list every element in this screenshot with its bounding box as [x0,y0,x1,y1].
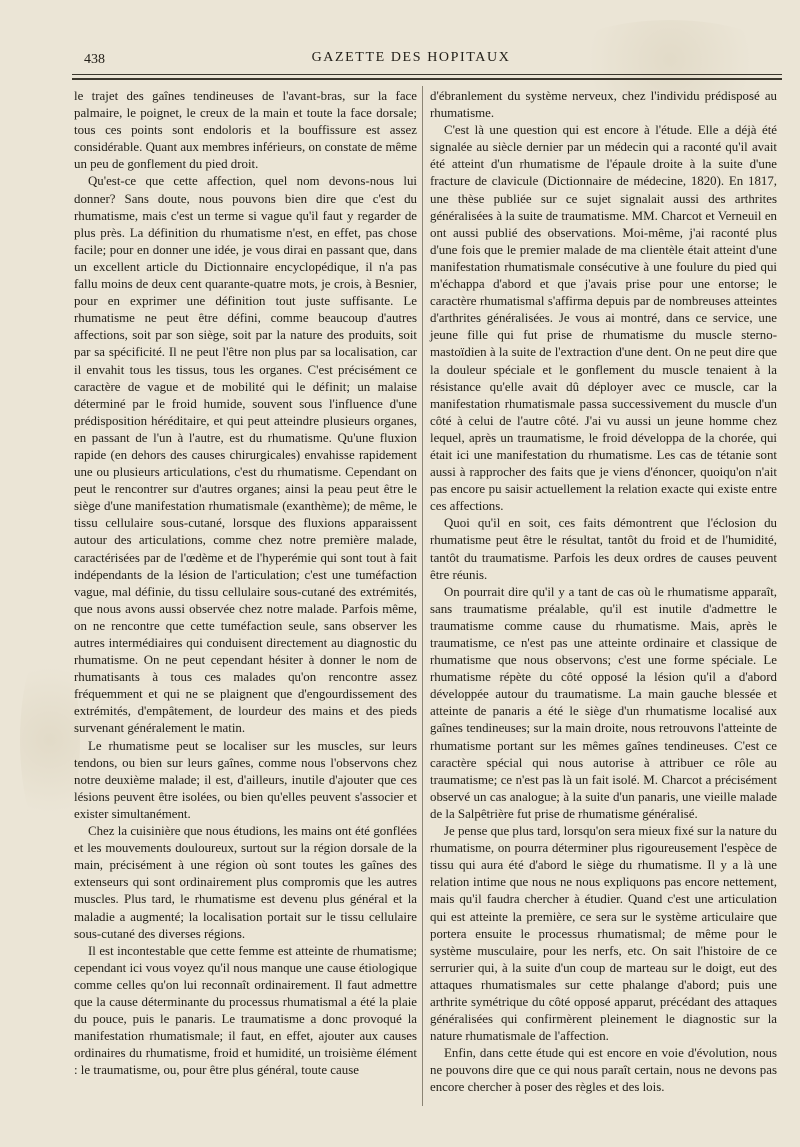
page-number: 438 [84,52,105,67]
paragraph: Le rhumatisme peut se localiser sur les muscles, sur leurs tendons, ou bien sur leurs gaînes, comme nous l'observons chez notre deuxième malade; il est, d'ailleurs, inutile d'ajouter que ces lésions peuvent être isolées, ou bien qu'elles peuvent s'associer et exister simultanément. [74,738,417,821]
paragraph: Enfin, dans cette étude qui est encore en voie d'évolution, nous ne pouvons dire que ce qui nous paraît certain, nous ne devons pas encore chercher à poser des règles et des lois. [430,1046,777,1095]
header-rule-thick [72,78,782,80]
running-head [40,48,782,72]
left-column [74,88,417,1079]
paragraph: On pourrait dire qu'il y a tant de cas où le rhumatisme apparaît, sans traumatisme préalable, qu'il est inutile d'admettre le traumatisme comme cause du rhumatisme. Mais, après le traumatisme, ce n'est pas une atteinte ordinaire et classique de rhumatisme que nous observons; c'est une forme spéciale. Le rhumatisme répète du côté opposé la lésion qu'il a d'abord développée autour du traumatisme. La main gauche blessée et atteinte de panaris a été le siège d'un rhumatisme localisé aux gaînes tendineuses; sur la main droite, nous retrouvons l'atteinte de rhumatisme portant sur les mêmes gaînes tendineuses. C'est ce caractère spécial qui nous autorise à attribuer ce rôle au traumatisme; ce n'est pas là un fait isolé. M. Charcot a précisément observé un cas analogue; à la suite d'un panaris, une vieille malade de la Salpêtrière fut prise de rhumatisme généralisé. [430,584,777,821]
paragraph: d'ébranlement du système nerveux, chez l'individu prédisposé au rhumatisme. [430,89,777,121]
right-column [430,88,777,1097]
paragraph: le trajet des gaînes tendineuses de l'avant-bras, sur la face palmaire, le poignet, le creux de la main et toute la face dorsale; tous ces points sont endoloris et la bouffissure est assez considérable. Quant aux membres inférieurs, on constate de même un peu de gonflement du pied droit. [74,89,417,172]
paper-stain [20,640,80,840]
header-rule [72,74,782,75]
paragraph: Il est incontestable que cette femme est atteinte de rhumatisme; cependant ici vous voyez qu'il nous manque une cause étiologique comme celles qu'on lui reconnaît ordinairement. Il faut admettre que la cause déterminante du processus rhumatismal a été la plaie du pouce, puis le panaris. Le traumatisme a donc provoqué la manifestation rhumatismale; il faut, en effet, ajouter aux causes ordinaires du rhumatisme, froid et humidité, un troisième élément : le traumatisme, ou, pour être plus général, toute cause [74,943,417,1078]
paragraph: Qu'est-ce que cette affection, quel nom devons-nous lui donner? Sans doute, nous pouvons bien dire que c'est du rhumatisme, mais c'est un terme si vague qu'il faut y regarder de plus près. La définition du rhumatisme n'est, en effet, pas chose facile; pour en donner une idée, je vous dirai en passant que, dans un excellent article du Dictionnaire encyclopédique, il n'a pas fallu moins de deux cent quarante-quatre mots, je crois, à Besnier, pour en exprimer une définition tout juste suffisante. Le rhumatisme ne peut être défini, comme beaucoup d'autres affections, soit par son siège, soit par la nature des produits, soit par sa spécificité. Il ne peut l'être non plus par sa localisation, car il envahit tous les tissus, tous les organes. C'est précisément ce caractère de vague et de mobilité qui le définit; un malaise déterminé par le froid humide, souvent sous l'influence d'une prédisposition héréditaire, et qui peut atteindre plusieurs organes, en passant de l'un à l'autre, est du rhumatisme. Qu'une fluxion rapide (en dehors des causes chirurgicales) envahisse rapidement une ou plusieurs articulations, c'est du rhumatisme. Cependant on peut le rencontrer sur d'autres organes; ainsi la peau peut être le siège d'une manifestation rhumatismale (exanthème); de même, le tissu cellulaire sous-cutané, lorsque des fluxions apparaissent autour des articulations, comme chez notre première malade, caractérisées par de l'œdème et de l'hyperémie qui sont tout à fait indépendants de la lésion de l'articulation; c'est une tuméfaction vague, mal définie, du tissu cellulaire sous-cutané des extrémités, que nous avons aussi observée chez notre malade. Parfois même, on ne rencontre que cette tuméfaction seule, sans observer les autres intermédiaires qui conduisent directement au diagnostic du rhumatisme. On ne peut cependant hésiter à donner le nom de rhumatisants à tous ces malades qu'on rencontre assez fréquemment et qui ne se plaignent que d'engourdissement des extrémités, d'empâtement, de lourdeur des mains et des pieds survenant généralement le matin. [74,174,417,736]
journal-title: GAZETTE DES HOPITAUX [311,50,511,65]
paragraph: Chez la cuisinière que nous étudions, les mains ont été gonflées et les mouvements douloureux, surtout sur la région dorsale de la main, précisément à une région où sont toutes les gaînes des extenseurs qui sont ordinairement plus compromis que les autres muscles. Plus tard, le rhumatisme est devenu plus général et la maladie a augmenté; la localisation portait sur le tissu cellulaire sous-cutané des diverses régions. [74,824,417,941]
paragraph: Je pense que plus tard, lorsqu'on sera mieux fixé sur la nature du rhumatisme, on pourra déterminer plus rigoureusement l'espèce de tissu qui aura été d'abord le siège du rhumatisme. Il y a là une relation intime que nous ne nous expliquons pas encore nettement, mais qu'il faudra chercher à étudier. Quand c'est une articulation qui est atteinte la première, ce sera sur le système articulaire que portera ensuite le processus rhumatismal; de même pour le système musculaire, pour les nerfs, etc. On sait l'histoire de ce serrurier qui, à la suite d'un coup de marteau sur le doigt, eut des attaques rhumatismales sur cette phalange d'abord; puis une arthrite symétrique du côté opposé apparut, précédant des attaques généralisées qui confirmèrent pleinement le diagnostic sur la nature rhumatismale de l'affection. [430,824,777,1044]
paragraph: C'est là une question qui est encore à l'étude. Elle a déjà été signalée au siècle dernier par un médecin qui a raconté qu'il avait été atteint d'un rhumatisme de l'épaule droite à la suite d'une fracture de clavicule (Dictionnaire de médecine, 1820). En 1817, une thèse publiée sur ce sujet signalait aussi des arthrites généralisées à la suite de traumatisme. MM. Charcot et Verneuil en ont aussi publié des observations. Moi-même, j'ai raconté plus d'une fois que le premier malade de ma clientèle était atteint d'une manifestation rhumatismale consécutive à une foulure du pied qui m'échappa d'abord et que j'avais prise pour une entorse; le caractère rhumatismal s'affirma depuis par de nombreuses atteintes d'arthrites généralisées. Je vous ai montré, dans ce service, une jeune fille qui fut prise de rhumatisme du muscle sterno-mastoïdien à la suite de l'extraction d'une dent. On ne peut dire que la douleur spéciale et le gonflement du muscle tenaient à la résistance qu'elle avait dû déployer avec ce muscle, car la manifestation rhumatismale passa successivement du muscle d'un côté à celui de l'autre côté. J'ai vu aussi un jeune homme chez lequel, après un traumatisme, le froid développa de la chorée, qui était ici une manifestation du rhumatisme. Les cas de tétanie sont aussi à rapprocher des faits que je viens d'énoncer, quoiqu'on n'ait pas encore pu saisir actuellement la relation exacte qui existe entre ces affections. [430,123,777,514]
paragraph: Quoi qu'il en soit, ces faits démontrent que l'éclosion du rhumatisme peut être le résultat, tantôt du froid et de l'humidité, tantôt du traumatisme. Parfois les deux ordres de causes peuvent être réunis. [430,516,777,582]
column-divider [422,86,423,1106]
